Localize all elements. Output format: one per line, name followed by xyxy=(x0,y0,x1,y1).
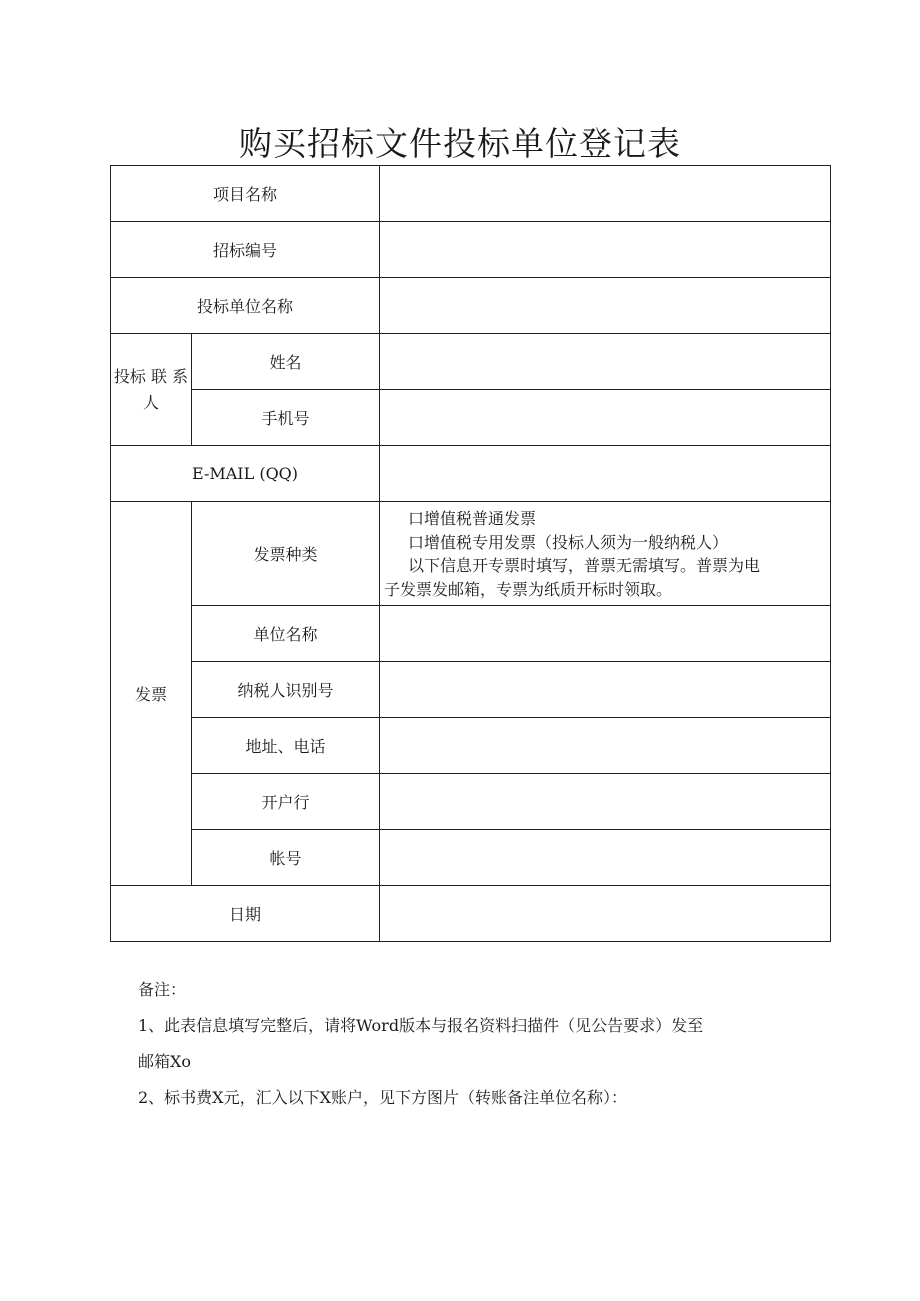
invoice-type-options xyxy=(380,502,831,606)
notes-item1-line2: 邮箱Xo xyxy=(138,1052,192,1071)
notes-heading: 备注： xyxy=(138,980,187,999)
contact-phone-field[interactable] xyxy=(380,390,831,446)
contact-name-field[interactable] xyxy=(380,334,831,390)
company-name-field[interactable] xyxy=(380,606,831,662)
invoice-type-label: 发票种类 xyxy=(192,502,380,606)
invoice-note-line2: 子发票发邮箱，专票为纸质开标时领取。 xyxy=(384,579,673,599)
project-name-label: 项目名称 xyxy=(111,166,380,222)
account-field[interactable] xyxy=(380,830,831,886)
taxpayer-id-label: 纳税人识别号 xyxy=(192,662,380,718)
bid-number-label: 招标编号 xyxy=(111,222,380,278)
invoice-note-line1: 以下信息开专票时填写，普票无需填写。普票为电 xyxy=(408,556,761,575)
date-label: 日期 xyxy=(111,886,380,942)
taxpayer-id-field[interactable] xyxy=(380,662,831,718)
contact-phone-label: 手机号 xyxy=(192,390,380,446)
address-phone-field[interactable] xyxy=(380,718,831,774)
invoice-group-label: 发票 xyxy=(111,502,192,886)
contact-group-label xyxy=(111,334,192,446)
registration-table xyxy=(110,165,831,942)
project-name-field[interactable] xyxy=(380,166,831,222)
account-label: 帐号 xyxy=(192,830,380,886)
bank-label: 开户行 xyxy=(192,774,380,830)
address-phone-label: 地址、电话 xyxy=(192,718,380,774)
company-name-label: 单位名称 xyxy=(192,606,380,662)
bidder-name-field[interactable] xyxy=(380,278,831,334)
bidder-name-label: 投标单位名称 xyxy=(111,278,380,334)
email-field[interactable] xyxy=(380,446,831,502)
notes-item2: 2、标书费X元，汇入以下X账户，见下方图片（转账备注单位名称）： xyxy=(138,1088,627,1107)
email-label: E-MAIL (QQ) xyxy=(111,446,380,502)
contact-name-label: 姓名 xyxy=(192,334,380,390)
notes-section xyxy=(138,972,798,1116)
date-field[interactable] xyxy=(380,886,831,942)
bid-number-field[interactable] xyxy=(380,222,831,278)
notes-item1-line1: 1、此表信息填写完整后，请将Word版本与报名资料扫描件（见公告要求）发至 xyxy=(138,1016,704,1035)
contact-group-text: 投标 联 系 人 xyxy=(113,366,189,412)
form-title: 购买招标文件投标单位登记表 xyxy=(239,124,681,163)
invoice-option-special[interactable]: 口增值税专用发票（投标人须为一般纳税人） xyxy=(408,532,729,552)
bank-field[interactable] xyxy=(380,774,831,830)
invoice-option-normal[interactable]: 口增值税普通发票 xyxy=(408,509,537,528)
